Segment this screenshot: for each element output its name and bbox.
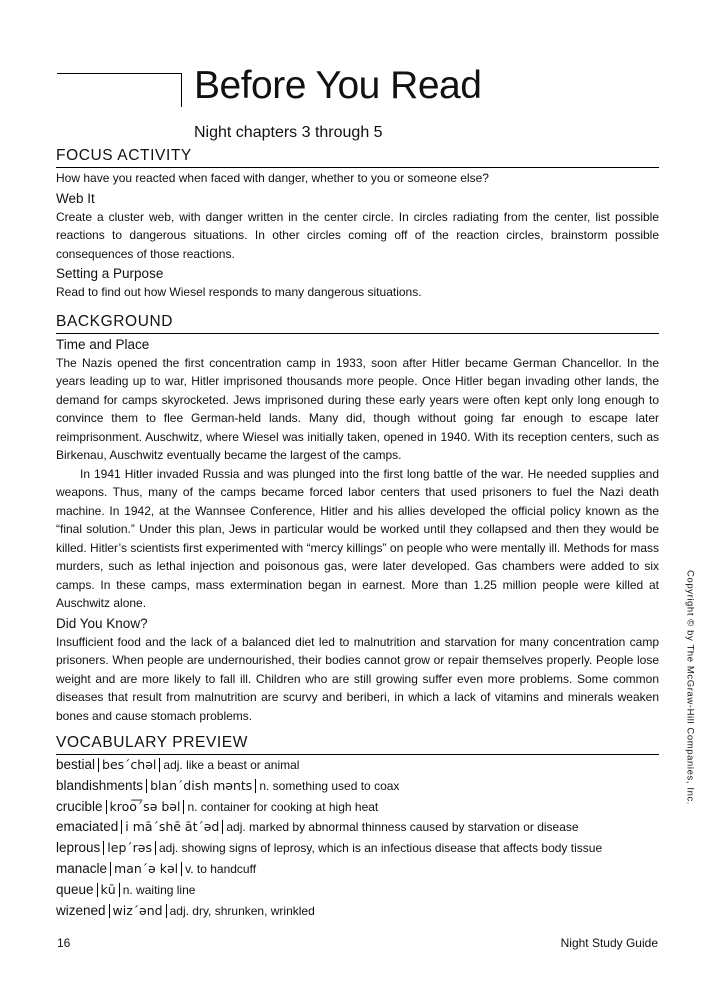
time-place-paragraph-1: The Nazis opened the first concentration camp in 1933, soon after Hitler became German Chancellor. In the years leading up to war, Hitler imprisoned thousands more people. Once Hitler began invading other lands, the demand for camps skyrocketed. Jews imprisoned during these early years were often kept only long enough to convince them to flee German-held lands. Many did, though without going far enough to escape later reimprisonment. Auschwitz, where Wiesel was initially taken, opened in 1940. With its reception centers, such as Birkenau, Auschwitz eventually became the largest of the camps.: [56, 355, 659, 462]
vocab-item: [56, 880, 659, 901]
web-it-heading: Web It: [56, 190, 95, 206]
vocab-item: [56, 776, 659, 797]
vocab-word: emaciated: [56, 819, 119, 835]
setting-purpose-heading: Setting a Purpose: [56, 266, 164, 281]
background-heading: BACKGROUND: [56, 312, 659, 334]
web-it-text: Create a cluster web, with danger written in the center circle. In circles radiating from the center, list possible reactions to dangerous situations. In other circles coming off of the reaction circles, brainstorm possible consequences of those reactions.: [56, 209, 659, 261]
focus-activity-heading: FOCUS ACTIVITY: [56, 146, 659, 168]
page-number: 16: [57, 936, 71, 950]
copyright-notice: Copyright © by The McGraw-Hill Companies, Inc.: [684, 570, 696, 806]
vocab-pronunciation: lep´rəs: [103, 841, 156, 855]
main-content: [56, 146, 659, 921]
vocab-definition: v. to handcuff: [185, 861, 257, 876]
vocabulary-section: [56, 733, 659, 921]
vocab-definition: adj. dry, shrunken, wrinkled: [169, 903, 315, 918]
vocab-item: [56, 755, 659, 776]
vocab-word: blandishments: [56, 777, 144, 793]
vocab-word: wizened: [56, 902, 106, 918]
vocab-word: manacle: [56, 860, 108, 876]
header-rule: [57, 73, 181, 74]
time-place-heading: Time and Place: [56, 336, 150, 352]
vocab-word: leprous: [56, 840, 101, 856]
vocab-pronunciation: kū: [97, 883, 120, 897]
vocab-pronunciation: i mā´shē āt´əd: [121, 820, 223, 834]
header-vertical-rule: [181, 73, 182, 107]
vocabulary-list: [56, 755, 659, 921]
vocab-pronunciation: man´ə kəl: [110, 862, 182, 876]
vocab-pronunciation: blan´dish mənts: [146, 779, 256, 793]
page-title: Before You Read: [194, 64, 482, 107]
focus-activity-section: [56, 146, 659, 302]
page-subtitle: Night chapters 3 through 5: [194, 124, 383, 141]
vocab-pronunciation: bes´chəl: [98, 758, 160, 772]
vocab-definition: adj. showing signs of leprosy, which is an infectious disease that affects body tissue: [158, 841, 603, 856]
vocab-item: [56, 901, 659, 922]
did-you-know-heading: Did You Know?: [56, 615, 148, 631]
vocab-item: [56, 859, 659, 880]
vocabulary-heading: VOCABULARY PREVIEW: [56, 733, 659, 755]
vocab-definition: adj. like a beast or animal: [163, 758, 300, 772]
vocab-word: bestial: [56, 757, 96, 772]
vocab-item: [56, 817, 659, 838]
vocab-definition: n. container for cooking at high heat: [187, 799, 379, 814]
did-you-know-text: Insufficient food and the lack of a balanced diet led to malnutrition and starvation for many concentration camp prisoners. When people are undernourished, their bodies cannot grow or repair themselves properly. People lose weight and are more likely to fall ill. Children who are still growing suffer even more problems. Some common diseases that result from malnutrition are scurvy and beriberi, in which a lack of vitamins and minerals weaken bones and cause stomach problems.: [56, 634, 659, 723]
vocab-item: [56, 797, 659, 818]
vocab-word: queue: [56, 881, 94, 897]
vocab-pronunciation: wiz´ənd: [109, 904, 167, 918]
vocab-pronunciation: kroo͞´sə bəl: [106, 800, 185, 814]
vocab-definition: n. something used to coax: [259, 778, 400, 793]
time-place-paragraph-2: In 1941 Hitler invaded Russia and was plunged into the first long battle of the war. He needed supplies and weapons. Thus, many of the camps became forced labor centers that used prisoners to fuel the Nazi death machine. In 1942, at the Wannsee Conference, Hitler and his allies developed the official policy known as the “final solution.” Under this plan, Jews in particular would be worked until they collapsed and then they would be killed. Hitler’s scientists first experimented with “mercy killings” on people who were mentally ill. Methods for mass murders, such as lethal injection and poisonous gas, were later developed. Gas chambers were added to six camps. In these camps, mass extermination began in earnest. More than 1.25 million people were killed at Auschwitz alone.: [56, 466, 659, 610]
focus-question: How have you reacted when faced with danger, whether to you or someone else?: [56, 171, 489, 185]
vocab-definition: adj. marked by abnormal thinness caused by starvation or disease: [226, 820, 579, 835]
time-place-text: [56, 354, 659, 613]
vocab-word: crucible: [56, 798, 103, 814]
setting-purpose-text: Read to find out how Wiesel responds to many dangerous situations.: [56, 285, 422, 299]
vocab-item: [56, 838, 659, 859]
background-section: [56, 312, 659, 726]
vocab-definition: n. waiting line: [122, 882, 196, 897]
guide-title: Night Study Guide: [560, 936, 658, 950]
